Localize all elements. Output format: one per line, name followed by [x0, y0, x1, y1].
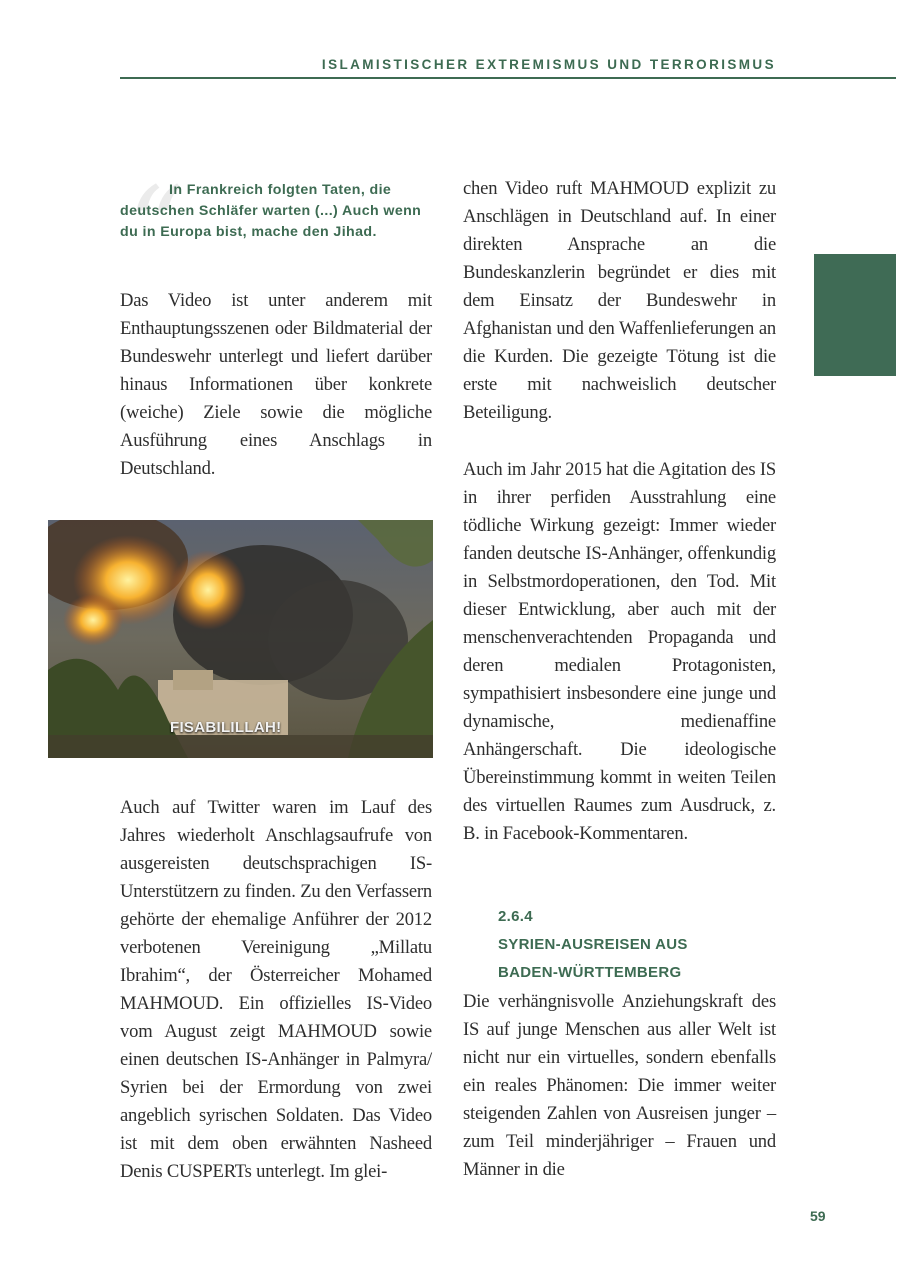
page-number: 59 [810, 1208, 826, 1224]
left-paragraph-2: Auch auf Twitter waren im Lauf des Jahres wiederholt Anschlagsaufrufe von ausgereisten deutschsprachigen IS-Unterstützern zu finden. Zu den Verfassern gehörte der ehemalige Anführer der 2012 verbotenen Vereinigung „Millatu Ibrahim“, der Österreicher Mohamed MAHMOUD. Ein offizielles IS-Video vom August zeigt MAHMOUD sowie einen deutschen IS-Anhänger in Palmyra/ Syrien bei der Ermordung von zwei angeblich syrischen Soldaten. Das Video ist mit dem oben erwähnten Nasheed Denis CUSPERTs unterlegt. Im glei- [120, 797, 432, 1182]
section-title-line-1: SYRIEN-AUSREISEN AUS [498, 936, 688, 953]
pull-quote-text: In Frankreich folgten Taten, die deutschen Schläfer warten (...) Auch wenn du in Europa bist, mache den Jihad. [120, 182, 422, 240]
right-paragraph-2: Auch im Jahr 2015 hat die Agitation des IS in ihrer perfiden Ausstrahlung eine tödliche Wirkung gezeigt: Immer wieder fanden deutsche IS-Anhänger, offenkundig in Selbstmordoperationen, den Tod. Mit dieser Entwicklung, aber auch mit der menschenverachtenden Propaganda und deren medialen Protagonisten, sympathisiert insbesondere eine junge und dynamische, medienaffine Anhängerschaft. Die ideologische Übereinstimmung kommt in weiten Teilen des virtuellen Raumes zum Ausdruck, z. B. in Facebook-Kommentaren. [463, 459, 776, 844]
left-paragraph-1: Das Video ist unter anderem mit Enthauptungsszenen oder Bildmaterial der Bundeswehr unterlegt und liefert darüber hinaus Informationen über konkrete (weiche) Ziele sowie die mögliche Ausführung eines Anschlags in Deutschland. [120, 290, 432, 479]
quote-mark-icon: “ [128, 163, 185, 291]
video-still-caption: FISABILILLAH! [170, 719, 282, 736]
pull-quote [120, 163, 440, 291]
section-number: 2.6.4 [498, 908, 533, 925]
running-header: ISLAMISTISCHER EXTREMISMUS UND TERRORISMUS [321, 57, 776, 72]
right-paragraph-3: Die verhängnisvolle Anziehungskraft des IS auf junge Menschen aus aller Welt ist nicht nur ein virtuelles, sondern ebenfalls ein reales Phänomen: Die immer weiter steigenden Zahlen von Ausreisen junger – zum Teil minderjähriger – Frauen und Männer in die [463, 991, 776, 1180]
header-rule [120, 77, 896, 79]
chapter-tab-marker [814, 254, 896, 376]
propaganda-video-still [48, 520, 433, 758]
right-paragraph-1: chen Video ruft MAHMOUD explizit zu Anschlägen in Deutschland auf. In einer direkten Ansprache an die Bundeskanzlerin begründet er dies mit dem Einsatz der Bundeswehr in Afghanistan und den Waffenlieferungen an die Kurden. Die gezeigte Tötung ist die erste mit nachweislich deutscher Beteiligung. [463, 178, 776, 423]
section-title-line-2: BADEN-WÜRTTEMBERG [498, 964, 682, 981]
